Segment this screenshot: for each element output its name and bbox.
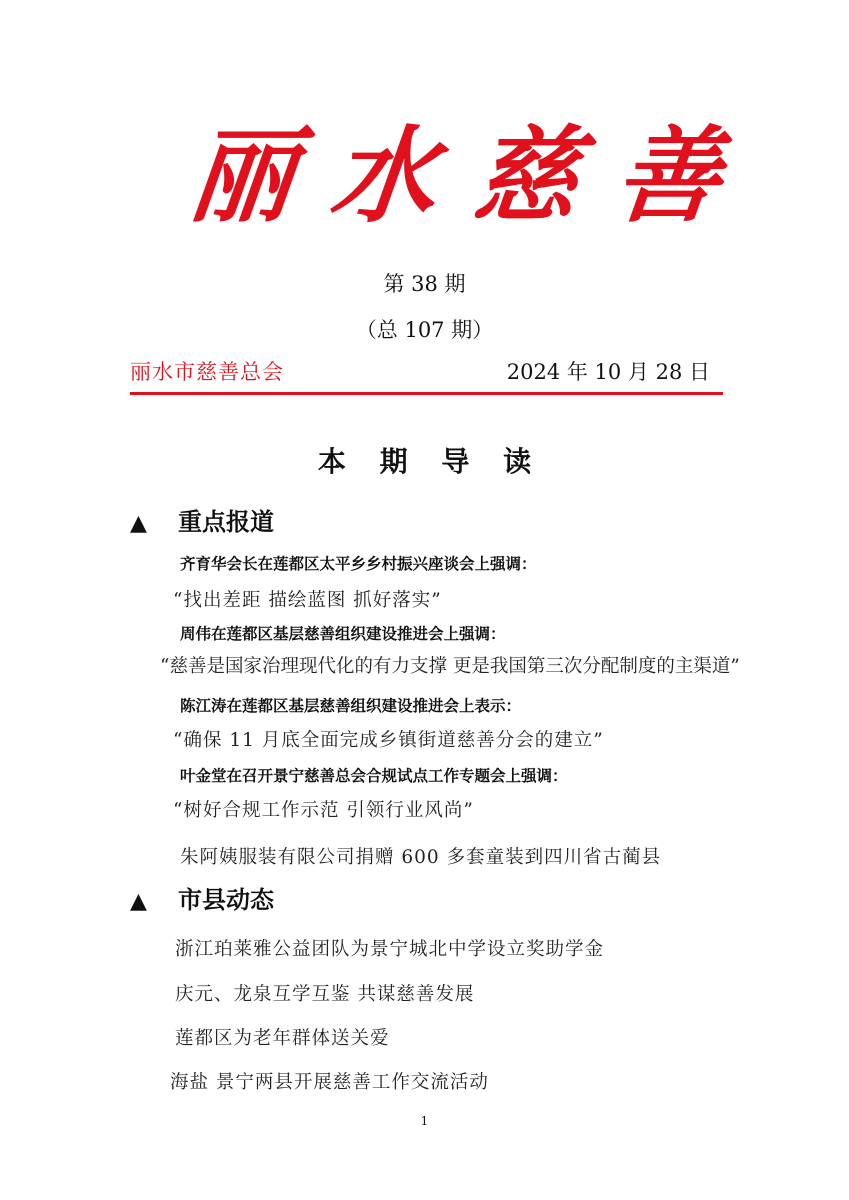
list-item: 浙江珀莱雅公益团队为景宁城北中学设立奖助学金 xyxy=(175,939,605,960)
masthead-char: 水 xyxy=(325,114,443,237)
publication-date: 2024 年 10 月 28 日 xyxy=(506,360,710,384)
masthead-char: 慈 xyxy=(467,114,585,237)
article-title: 朱阿姨服装有限公司捐赠 600 多套童装到四川省古蔺县 xyxy=(180,847,662,868)
list-item: 庆元、龙泉互学互鉴 共谋慈善发展 xyxy=(175,984,475,1005)
article-quote: “确保 11 月底全面完成乡镇街道慈善分会的建立” xyxy=(173,730,604,751)
header-divider xyxy=(130,392,723,395)
publisher-name: 丽水市慈善总会 xyxy=(130,360,284,384)
issue-total: （总 107 期） xyxy=(355,318,494,342)
section-heading-key-reports xyxy=(130,502,274,537)
list-item: 海盐 景宁两县开展慈善工作交流活动 xyxy=(170,1072,489,1093)
triangle-icon: ▲ xyxy=(130,889,147,914)
article-quote: “慈善是国家治理现代化的有力支撑 更是我国第三次分配制度的主渠道” xyxy=(160,656,740,677)
triangle-icon: ▲ xyxy=(130,511,147,536)
article-heading: 周伟在莲都区基层慈善组织建设推进会上强调： xyxy=(180,625,506,643)
masthead-char: 善 xyxy=(609,114,727,237)
masthead-logo xyxy=(183,112,727,240)
issue-number: 第 38 期 xyxy=(383,272,466,296)
masthead-char: 丽 xyxy=(183,114,301,237)
article-heading: 陈江涛在莲都区基层慈善组织建设推进会上表示： xyxy=(180,697,522,715)
section-title: 市县动态 xyxy=(178,886,274,914)
section-heading-city-news xyxy=(130,880,274,915)
list-item: 莲都区为老年群体送关爱 xyxy=(175,1028,390,1049)
article-heading: 齐育华会长在莲都区太平乡乡村振兴座谈会上强调： xyxy=(180,555,537,573)
article-quote: “树好合规工作示范 引领行业风尚” xyxy=(173,800,474,821)
article-heading: 叶金堂在召开景宁慈善总会合规试点工作专题会上强调： xyxy=(180,767,568,785)
article-quote: “找出差距 描绘蓝图 抓好落实” xyxy=(173,590,442,611)
toc-title: 本 期 导 读 xyxy=(317,445,544,478)
page-number: 1 xyxy=(420,1114,429,1128)
section-title: 重点报道 xyxy=(178,508,274,536)
